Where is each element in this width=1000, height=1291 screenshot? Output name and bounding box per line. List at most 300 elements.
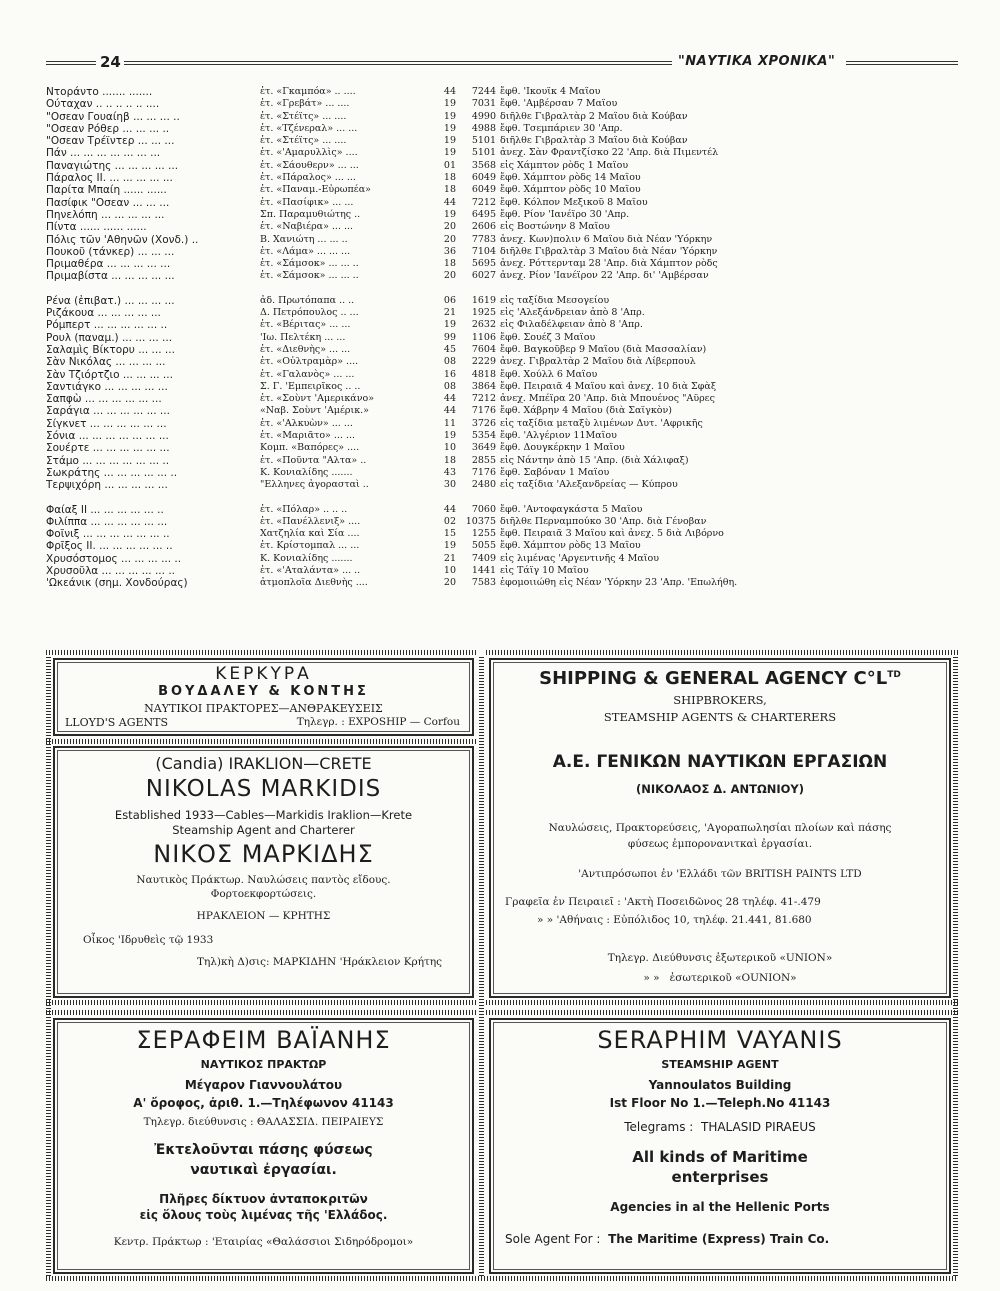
ship-position: ἐφομοιιώθη εἰς Νέαν 'Υόρκην 23 'Απρ. 'Επωλήθη. [500,577,738,589]
ship-tonnage: 3568 [471,159,496,171]
ship-position: εἰς Φιλαδέλφειαν ἀπὸ 8 'Απρ. [500,319,643,331]
ship-row [46,393,958,405]
ship-position: ἔφθ. Πειραιᾶ 3 Μαΐου καὶ ἀνεχ. 5 διὰ Λιβόρνο [500,528,724,540]
ship-row [46,381,958,393]
ship-owner: ἐτ. «Γκαμπόα» .. .... [260,86,356,97]
ship-name: Σὰν Τζιόρτζιο ... ... ... ... [46,368,173,381]
ship-owner: ἐτ. «'Αταλάντα» ... .. [260,564,361,576]
ship-row [46,553,958,565]
ship-owner: Δ. Πετρόπουλος .. ... [260,307,359,319]
ship-owner: ἐτ. «Σάουθερν» ... ... [260,159,359,171]
ship-tonnage: 4818 [471,368,496,380]
ship-name: Σωκράτης ... ... ... ... ... .. [46,466,178,479]
ship-position: ἀνεχ. Ρόττερνταμ 28 'Απρ. διὰ Χάμπτον ρὸδς [500,258,718,270]
ship-row [46,135,958,147]
ship-position: ἔφθ. Χάμπτον ρὸδς 13 Μαΐου [500,540,641,552]
ship-owner: Χατζηλία καὶ Σία .... [260,528,360,540]
ship-name: Πηνελόπη ... ... ... ... ... [46,208,165,221]
ship-position: ἔφθ. 'Αλγέριον 11Μαΐου [500,430,617,442]
ship-name: Ντοράντο ....... ....... [46,86,153,98]
ship-name: "Οσεαν Γουαίηβ ... ... ... .. [46,110,180,123]
ad-vayanis-en-kinds1: All kinds of Maritime [632,1148,808,1166]
ad-markidis-line1: Ναυτικὸς Πράκτωρ. Ναυλώσεις παντὸς εἴδους. [136,874,391,886]
ship-row [46,418,958,430]
ship-row [46,258,958,270]
ship-built-year: 19 [443,319,456,331]
ad-vayanis-en-kinds2: enterprises [671,1168,769,1186]
ad-vayanis-gr-building: Μέγαρον Γιαννουλάτου [184,1078,343,1092]
ad-markidis-address: Τηλ)κὴ Δ)σις: ΜΑΡΚΙΔΗΝ 'Ηράκλειον Κρήτης [196,956,442,968]
ship-position: ἔφθ. 'Αμβέρσαν 7 Μαΐου [500,98,618,110]
ship-row [46,504,958,516]
ship-movements-table [46,86,958,590]
ship-tonnage: 7583 [471,577,496,589]
ship-owner: ἐτ. «Πανέλλενιξ» .... [260,515,361,527]
ad-vayanis-english [489,1018,951,1274]
ship-name: Σίγκνετ ... ... ... ... ... ... [46,417,167,430]
hatch-rule [486,650,958,655]
ship-position: ἀνεχ. Ρίον 'Ιανέϊρον 22 'Απρ. δι' 'Αμβέρσαν [500,270,709,282]
ship-name: Τερψιχόρη ... ... ... ... ... [46,479,168,492]
ship-tonnage: 7604 [471,343,496,355]
ship-row [46,221,958,233]
ship-position: εἰς ταξίδια μεταξὺ λιμένων Δυτ. 'Αφρικῆς [500,417,703,429]
ship-tonnage: 6495 [471,208,496,220]
hatch-rule-vertical [46,656,51,1276]
ad-shipping-gr-sub: (ΝΙΚΟΛΑΟΣ Δ. ΑΝΤΩΝΙΟΥ) [636,782,804,796]
ship-position: ἔφθ. Κόλπον Μεξικοῦ 8 Μαΐου [500,196,648,208]
ship-name: Ρουλ (παναμ.) ... ... ... ... [46,331,173,344]
ad-vayanis-en-telegr: Telegrams : THALASID PIRAEUS [624,1120,816,1134]
ship-tonnage: 1441 [471,564,496,576]
ship-tonnage: 2632 [471,319,496,331]
ship-position: εἰς Τάϊγ 10 Μαΐου [500,564,589,576]
ship-group-p [46,86,958,283]
ship-group-r-t [46,295,958,492]
ad-markidis-role-en: Steamship Agent and Charterer [172,823,355,837]
ship-position: ἔφθ. Χάμπτον ρὸδς 10 Μαΐου [500,184,641,196]
ad-kerkyra-telegr: Τηλεγρ. : EXPOSHIP — Corfou [296,716,460,728]
ship-position: ἔφθ. Βαγκοῦβερ 9 Μαΐου (διὰ Μασσαλίαν) [500,343,707,355]
ship-row [46,197,958,209]
ship-built-year: 21 [443,552,456,564]
ad-shipping-title: SHIPPING & GENERAL AGENCY $C^\circ L^{TD}$ [539,668,901,689]
ship-name: Πουκοῦ (τάνκερ) ... ... ... [46,245,175,258]
ad-shipping-office2: » » 'Αθήναις : Εὐπόλιδος 10, τηλέφ. 21.441, 81.680 [537,914,812,926]
ship-tonnage: 2229 [471,356,496,368]
ship-owner: ἐτ. Κρίστομπαλ ... ... [260,540,360,552]
ship-row [46,344,958,356]
ship-owner: ἀδ. Πρωτόπαπα .. .. [260,294,355,306]
ad-markidis-established: Established 1933—Cables—Markidis Iraklion—Krete [114,808,413,822]
ship-built-year: 21 [443,307,456,319]
ad-shipping-telegr1: Τηλεγρ. Διεύθυνσις ἐξωτερικοῦ «UNION» [607,952,833,964]
ship-row [46,565,958,577]
ship-position: διῆλθε Γιβραλτὰρ 2 Μαΐου διὰ Κούβαν [500,110,688,122]
ship-tonnage: 3649 [471,442,496,454]
ship-owner: «Ναβ. Σοὺντ 'Αμέρικ.» [260,405,369,417]
ship-position: εἰς Νάντην ἀπὸ 15 'Απρ. (διὰ Χάλιφαξ) [500,454,689,466]
ship-built-year: 44 [443,196,456,208]
ship-position: εἰς 'Αλεξάνδρειαν ἀπὸ 8 'Απρ. [500,307,645,319]
ship-row [46,160,958,172]
page-number: 24 [96,53,125,71]
ship-row [46,234,958,246]
ship-position: ἀνεχ. Σὰν Φραντζίσκο 22 'Απρ. διὰ Πιμεντέλ [500,147,719,159]
ship-position: ἔφθ. Σουέζ 3 Μαΐου [500,331,596,343]
ship-position: ἔφθ. Τσεμπάριεν 30 'Απρ. [500,122,623,134]
ad-vayanis-gr-name: ΣΕΡΑΦΕΙΜ ΒΑΪΑΝΗΣ [136,1026,391,1054]
ship-built-year: 18 [443,172,456,184]
ad-markidis-name-en: NIKOLAS MARKIDIS [145,776,382,802]
ship-position: διῆλθε Περναμπούκο 30 'Απρ. διὰ Γένοβαν [500,515,707,527]
ship-row [46,467,958,479]
ship-tonnage: 7244 [471,86,496,97]
ship-position: εἰς ταξίδια 'Αλεξανδρείας — Κύπρου [500,479,678,491]
ship-position: ἔφθ. 'Ικουϊκ 4 Μαΐου [500,86,601,97]
ship-owner: ἐτ. «Ποῦντα "Αλτα» .. [260,454,367,466]
ship-built-year: 08 [443,380,456,392]
ship-owner: ἐτ. «Στέϊτς» ... .... [260,135,347,147]
ship-owner: ἐτ. «Σοὺντ 'Αμερικάνο» [260,393,375,405]
ad-vayanis-greek [53,1018,474,1274]
ship-built-year: 19 [443,208,456,220]
ad-shipping-telegr2: » » ἐσωτερικοῦ «OUNION» [643,972,797,984]
ship-built-year: 19 [443,110,456,122]
ship-owner: ἐτ. «Πάραλος» ... ... [260,172,356,184]
ship-owner: ἐτ. «'Αλκυὼν» ... ... [260,417,353,429]
ship-name: Πάν ... ... ... ... ... ... ... [46,147,161,160]
ship-name: Σαντιάγκο ... ... ... ... ... [46,380,168,393]
ship-name: Σαλαμὶς Βίκτορυ ... ... ... [46,343,175,356]
ad-markidis-line2: Φορτοεκφορτώσεις. [210,888,317,900]
ship-row [46,540,958,552]
ship-tonnage: 7783 [471,233,496,245]
ad-kerkyra-city: ΚΕΡΚΥΡΑ [215,664,312,684]
ship-position: διῆλθε Γιβραλτὰρ 3 Μαΐου διὰ Κούβαν [500,135,688,147]
ship-built-year: 01 [443,159,456,171]
ship-owner: ἐτ. «Διεθνὴς» ... ... [260,343,351,355]
ship-row [46,111,958,123]
ship-built-year: 08 [443,356,456,368]
ship-tonnage: 3726 [471,417,496,429]
ship-built-year: 99 [443,331,456,343]
ship-tonnage: 6049 [471,184,496,196]
ship-name: Παναγιώτης ... ... ... ... ... [46,159,179,172]
ad-markidis-location: (Candia) IRAKLION—CRETE [155,754,372,773]
ship-position: ἀνεχ. Μπέϊρα 20 'Απρ. διὰ Μπουένος "Αϋρες [500,393,715,405]
ad-vayanis-gr-net2: εἰς ὅλους τοὺς λιμένας τῆς 'Ελλάδος. [139,1208,388,1222]
ship-tonnage: 7176 [471,405,496,417]
ad-markidis-name-gr: ΝΙΚΟΣ ΜΑΡΚΙΔΗΣ [153,840,374,868]
ship-position: ἔφθ. 'Αντοφαγκάστα 5 Μαΐου [500,503,643,515]
ship-owner: ἐτ. «Στέϊτς» ... .... [260,110,347,122]
ship-row [46,184,958,196]
ad-vayanis-en-role: STEAMSHIP AGENT [661,1058,779,1071]
ad-vayanis-en-building: Yannoulatos Building [648,1078,792,1092]
masthead-title: "ΝΑΥΤΙΚΑ ΧΡΟΝΙΚΑ" [674,54,839,69]
ship-built-year: 10 [443,442,456,454]
ship-tonnage: 7104 [471,245,496,257]
ship-row [46,209,958,221]
ship-name: Ριζάκουα ... ... ... ... ... [46,307,161,320]
ship-built-year: 10 [443,564,456,576]
ship-position: εἰς ταξίδια Μεσογείου [500,294,610,306]
ship-name: 'Ωκεάνικ (σημ. Χονδούρας) [46,577,188,590]
ship-owner: ἐτ. «Μαριᾶτο» ... ... [260,430,356,442]
ship-built-year: 44 [443,393,456,405]
ship-owner: ἐτ. «Βέριτας» ... ... [260,319,351,331]
ad-vayanis-gr-central: Κεντρ. Πράκτωρ : 'Εταιρίας «Θαλάσσιοι Σιδηρόδρομοι» [113,1236,414,1248]
ship-built-year: 44 [443,405,456,417]
ad-shipping-sub1: SHIPBROKERS, [673,693,767,707]
ship-built-year: 06 [443,294,456,306]
ship-position: ἔφθ. Πειραιᾶ 4 Μαΐου καὶ ἀνεχ. 10 διὰ Σφὰξ [500,380,717,392]
ship-name: Φιλίππα ... ... ... ... ... ... [46,515,168,528]
ship-row [46,319,958,331]
ship-row [46,98,958,110]
ship-row [46,369,958,381]
ship-built-year: 44 [443,503,456,515]
ship-tonnage: 7031 [471,98,496,110]
ship-name: Πασίφικ "Οσεαν ... ... ... [46,196,170,209]
ship-position: ἀνεχ. Γιβραλτὰρ 2 Μαΐου διὰ Λίβερπουλ [500,356,696,368]
ship-tonnage: 10375 [465,515,496,527]
ship-name: Χρυσόστομος ... ... ... ... .. [46,552,182,565]
ad-shipping-gr-title: Α.Ε. ΓΕΝΙΚΩΝ ΝΑΥΤΙΚΩΝ ΕΡΓΑΣΙΩΝ [552,752,888,772]
ad-vayanis-en-sole: Sole Agent For : The Maritime (Express) Train Co. [505,1232,830,1246]
ship-owner: Κ. Κονιαλίδης ....... [260,466,353,478]
ship-row [46,270,958,282]
ship-position: ἔφθ. Χάμπτον ρὸδς 14 Μαΐου [500,172,641,184]
ad-kerkyra-desc: ΝΑΥΤΙΚΟΙ ΠΡΑΚΤΟΡΕΣ—ΑΝΘΡΑΚΕΥΣΕΙΣ [144,702,383,715]
ship-name: Ούταχαν .. .. .. .. .. .... [46,98,160,111]
ship-tonnage: 6049 [471,172,496,184]
ship-owner: Κομπ. «Βαπόρες» .... [260,442,360,454]
ship-built-year: 36 [443,245,456,257]
ship-built-year: 18 [443,258,456,270]
ship-tonnage: 7212 [471,393,496,405]
ship-owner: ἐτ. «Σάμσοκ» ... ... .. [260,270,359,282]
ship-row [46,246,958,258]
ship-built-year: 19 [443,147,456,159]
ship-owner: "Ελληνες ἀγορασταὶ .. [260,479,369,491]
ship-position: ἔφθ. Ρίον 'Ιανέϊρο 30 'Απρ. [500,208,630,220]
ship-tonnage: 7176 [471,466,496,478]
ad-vayanis-gr-role: ΝΑΥΤΙΚΟΣ ΠΡΑΚΤΩΡ [200,1058,327,1071]
ship-built-year: 02 [443,515,456,527]
ship-built-year: 15 [443,528,456,540]
ship-tonnage: 5695 [471,258,496,270]
ship-name: Φρῖξος ΙΙ. ... ... ... ... ... .. [46,540,173,553]
header-rule-right [846,61,958,65]
ship-name: Πριμαθέρα ... ... ... ... ... [46,258,171,271]
ad-vayanis-gr-floor: Α' ὄροφος, ἀριθ. 1.—Τηλέφωνον 41143 [133,1096,394,1110]
ship-row [46,528,958,540]
ship-tonnage: 1925 [471,307,496,319]
ship-position: διῆλθε Γιβραλτὰρ 3 Μαΐου διὰ Νέαν 'Υόρκην [500,245,718,257]
ship-built-year: 20 [443,577,456,589]
ship-built-year: 16 [443,368,456,380]
ship-owner: Σπ. Παραμυθιώτης .. [260,208,361,220]
ship-row [46,405,958,417]
ship-tonnage: 1255 [471,528,496,540]
ship-tonnage: 5101 [471,135,496,147]
ship-owner: ἐτ. «Ναβιέρα» ... ... [260,221,354,233]
ship-owner: ἐτ. «Σάμσοκ» ... ... .. [260,258,359,270]
ship-owner: ἐτ. «Οὐλτραμὰρ» .... [260,356,359,368]
ship-name: Πίντα ...... ...... ...... [46,221,147,234]
ship-built-year: 11 [443,417,456,429]
ship-row [46,307,958,319]
ship-built-year: 19 [443,540,456,552]
ad-vayanis-gr-net1: Πλῆρες δίκτυον ἀνταποκριτῶν [159,1192,368,1206]
page-header [46,52,958,76]
ship-owner: ἐτ. «Πασίφικ» ... ... [260,196,354,208]
hatch-rule [46,739,476,744]
ship-name: Σαπφὼ ... ... ... ... ... ... [46,393,162,406]
ship-tonnage: 3864 [471,380,496,392]
ship-row [46,295,958,307]
ship-built-year: 20 [443,270,456,282]
ship-tonnage: 6027 [471,270,496,282]
ship-row [46,455,958,467]
ship-name: Φοῖνιξ ... ... ... ... ... ... .. [46,528,170,541]
ship-owner: 'Ιω. Πελτέκη ... ... [260,331,346,343]
ship-owner: Σ. Γ. 'Εμπειρῖκος .. .. [260,380,361,392]
ship-name: Πόλις τῶν 'Αθηνῶν (Χονδ.) .. [46,233,199,246]
ship-name: "Οσεαν Τρέϊντερ ... ... ... [46,135,175,148]
ship-built-year: 20 [443,233,456,245]
ship-row [46,577,958,589]
ship-owner: ἐτ. «Τζένεραλ» ... ... [260,122,358,134]
ad-shipping-general-agency [489,658,951,998]
ship-name: Ρόμπερτ ... ... ... ... ... .. [46,319,168,332]
ship-name: Σουέρτε ... ... ... ... ... ... [46,442,170,455]
ad-vayanis-en-floor: Ist Floor No 1.—Teleph.No 41143 [609,1096,831,1110]
ad-kerkyra-lloyds: LLOYD'S AGENTS [65,716,169,729]
ship-row [46,356,958,368]
ad-vayanis-en-name: SERAPHIM VAYANIS [597,1026,843,1054]
hatch-rule [46,1000,476,1005]
ship-tonnage: 1106 [471,331,496,343]
ship-group-f-o [46,504,958,590]
ship-row [46,430,958,442]
ship-tonnage: 7212 [471,196,496,208]
ship-row [46,147,958,159]
ship-position: ἔφθ. Χούλλ 6 Μαΐου [500,368,598,380]
ship-owner: ἐτ. «Λάμα» ... ... ... [260,245,351,257]
ship-row [46,86,958,98]
ship-row [46,479,958,491]
ship-built-year: 44 [443,86,456,97]
ship-owner: ἐτ. «Παναμ.-Εὐρωπέα» [260,184,371,196]
ad-shipping-office1: Γραφεῖα ἐν Πειραιεῖ : 'Ακτὴ Ποσειδῶνος 28 τηλέφ. 41-.479 [505,896,821,908]
ad-kerkyra [53,658,474,736]
ship-name: Ρένα (ἐπιβατ.) ... ... ... ... [46,294,175,307]
ship-position: ἔφθ. Δουγκέρκην 1 Μαΐου [500,442,625,454]
ship-owner: Β. Χανιώτη ... ... .. [260,233,348,245]
ship-tonnage: 4990 [471,110,496,122]
ship-owner: ἀτμοπλοΐα Διεθνὴς .... [260,577,368,589]
ship-name: Παρίτα Μπαίη ...... ...... [46,184,167,197]
ship-position: εἰς Βοστώνην 8 Μαΐου [500,221,610,233]
ad-shipping-desc2: φύσεως ἐμπορονανιτκαὶ ἐργασίαι. [627,838,813,850]
ad-shipping-desc1: Ναυλώσεις, Πρακτορεύσεις, 'Αγοραπωλησίαι πλοίων καὶ πάσης [548,822,892,834]
ship-row [46,332,958,344]
ship-name: Χρυσοῦλα ... ... ... ... ... .. [46,564,175,577]
ship-tonnage: 7060 [471,503,496,515]
ship-row [46,516,958,528]
ad-markidis-city: ΗΡΑΚΛΕΙΟΝ — ΚΡΗΤΗΣ [196,910,331,922]
ship-row [46,172,958,184]
ship-tonnage: 2606 [471,221,496,233]
ship-name: Σὰν Νικόλας ... ... ... ... [46,356,166,369]
hatch-rule [46,650,476,655]
ship-row [46,123,958,135]
ship-position: εἰς λιμένας 'Αργεντινῆς 4 Μαΐου [500,552,660,564]
ad-markidis-founded: Οἶκος 'Ιδρυθεὶς τῷ 1933 [83,934,214,946]
header-rule-middle [124,61,672,65]
ship-position: εἰς Χάμπτον ρὸδς 1 Μαΐου [500,159,629,171]
ship-row [46,442,958,454]
ship-position: ἀνεχ. Κων)πολιν 6 Μαΐου διὰ Νέαν 'Υόρκην [500,233,713,245]
ship-name: Σαράγια ... ... ... ... ... ... [46,405,170,418]
ship-built-year: 45 [443,343,456,355]
ship-built-year: 18 [443,184,456,196]
ship-built-year: 43 [443,466,456,478]
ship-name: Πριμαβίστα ... ... ... ... ... [46,270,175,283]
ship-owner: ἐτ. «'Αμαρυλλὶς» .... [260,147,358,159]
ad-markidis [53,746,474,998]
hatch-rule [486,1010,958,1015]
ad-shipping-sub2: STEAMSHIP AGENTS & CHARTERERS [603,710,837,724]
ad-vayanis-en-agencies: Agencies in al the Hellenic Ports [610,1200,830,1214]
ad-kerkyra-names: ΒΟΥΔΑΛΕΥ & ΚΟΝΤΗΣ [158,684,369,699]
ship-built-year: 30 [443,479,456,491]
ship-tonnage: 5101 [471,147,496,159]
hatch-rule-vertical [479,656,484,1276]
ship-tonnage: 2480 [471,479,496,491]
ship-tonnage: 5354 [471,430,496,442]
hatch-rule-vertical [953,656,958,1276]
ad-vayanis-gr-telegr: Τηλεγρ. διεύθυνσις : ΘΑΛΑΣΣΙΔ. ΠΕΙΡΑΙΕΥΣ [143,1116,384,1128]
ship-tonnage: 4988 [471,122,496,134]
ship-tonnage: 5055 [471,540,496,552]
ad-vayanis-gr-work1: Ἐκτελοῦνται πάσης φύσεως [154,1142,373,1158]
ship-name: Πάραλος ΙΙ. ... ... ... ... ... [46,172,173,185]
ship-built-year: 19 [443,135,456,147]
ship-owner: Κ. Κονιαλίδης ....... [260,552,353,564]
ship-owner: ἐτ. «Γαλανὸς» ... ... [260,368,355,380]
ship-built-year: 19 [443,430,456,442]
hatch-rule [486,1000,958,1005]
ship-name: Στάμο ... ... ... ... ... ... .. [46,454,170,467]
ship-built-year: 18 [443,454,456,466]
ad-vayanis-gr-work2: ναυτικαὶ ἐργασίαι. [190,1162,337,1178]
hatch-rule [46,1010,476,1015]
ship-name: Φαίαξ ΙΙ ... ... ... ... ... .. [46,503,164,516]
hatch-rule [46,1276,958,1281]
ad-shipping-rep: 'Αντιπρόσωποι ἐν 'Ελλάδι τῶν BRITISH PAINTS LTD [578,868,862,880]
ship-owner: ἐτ. «Πόλαρ» .. .. .. [260,503,348,515]
ship-built-year: 19 [443,98,456,110]
ship-position: ἔφθ. Σαβόναν 1 Μαΐου [500,466,610,478]
ship-name: "Οσεαν Ρόθερ ... ... ... .. [46,122,170,135]
ship-built-year: 19 [443,122,456,134]
ship-owner: ἐτ. «Γρεβάτ» ... .... [260,98,350,110]
ship-name: Σόνια ... ... ... ... ... ... ... [46,430,169,443]
